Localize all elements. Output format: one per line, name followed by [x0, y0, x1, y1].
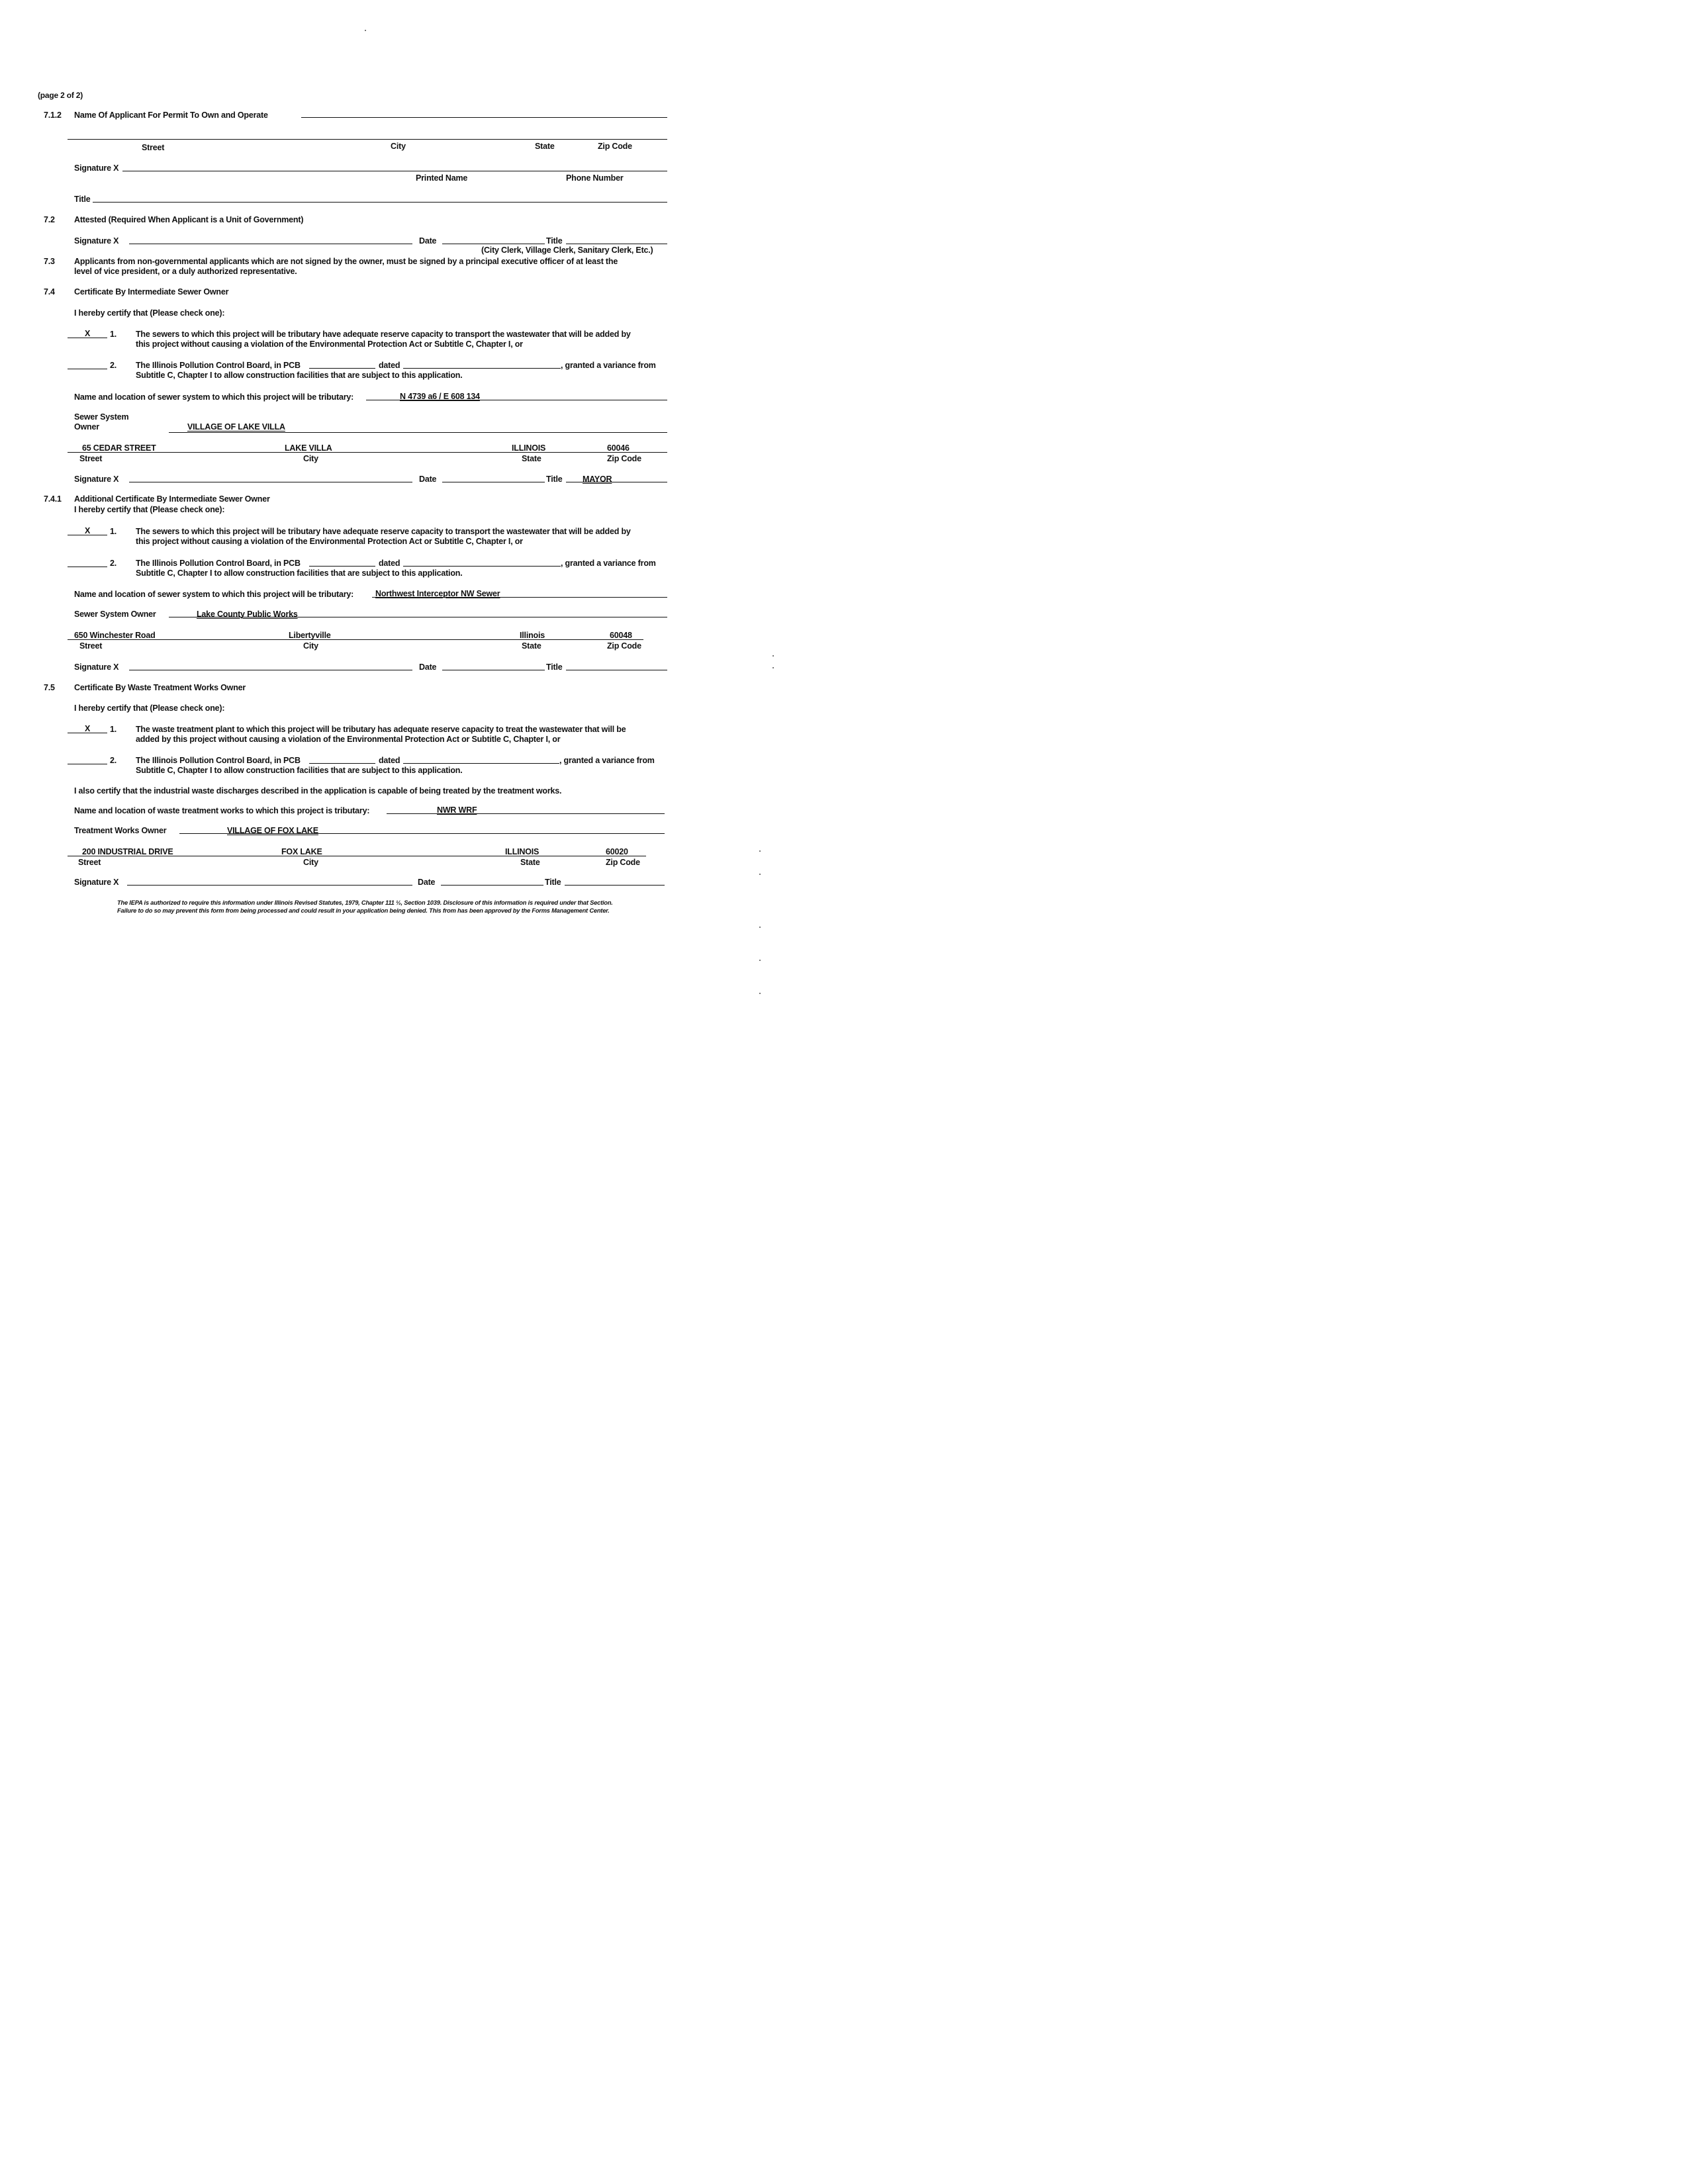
option-1-check-mark: X	[85, 526, 91, 535]
sewer-owner-label-line1: Sewer System	[74, 412, 129, 422]
scan-speck	[773, 655, 774, 657]
address-state-value: Illinois	[520, 631, 545, 640]
section-number-7-5: 7.5	[44, 683, 55, 692]
treatment-owner-title-field[interactable]	[565, 885, 665, 886]
scan-speck	[759, 874, 761, 875]
scan-speck	[759, 960, 761, 961]
sewer-owner-value: VILLAGE OF LAKE VILLA	[187, 422, 285, 432]
section-text-7-3-line2: level of vice president, or a duly authorized representative.	[74, 267, 297, 276]
option-1-text-line1: The sewers to which this project will be tributary have adequate reserve capacity to transport the wastewater that will be added by	[136, 330, 631, 339]
option-1-text-line1: The sewers to which this project will be tributary have adequate reserve capacity to transport the wastewater that will be added by	[136, 527, 631, 536]
section-heading-7-4: Certificate By Intermediate Sewer Owner	[74, 287, 229, 296]
option-1-check-mark: X	[85, 329, 91, 338]
footer-disclosure-line1: The IEPA is authorized to require this information under Illinois Revised Statutes, 1979, Chapter 111 ½, Section 1039. Disclosure of this information is required under that Section.	[117, 899, 613, 906]
address-state-value: ILLINOIS	[505, 847, 539, 856]
address-state-value: ILLINOIS	[512, 443, 546, 453]
label-state: State	[520, 858, 540, 867]
variance-text-line2: Subtitle C, Chapter I to allow construction facilities that are subject to this application.	[136, 371, 463, 380]
label-zip-code: Zip Code	[607, 641, 641, 651]
label-date: Date	[419, 236, 437, 246]
pcb-date-field[interactable]	[403, 763, 559, 764]
option-2-number: 2.	[110, 559, 117, 568]
label-state: State	[522, 454, 541, 463]
section-number-7-4-1: 7.4.1	[44, 494, 62, 504]
section-heading-7-2: Attested (Required When Applicant is a Unit of Government)	[74, 215, 304, 224]
applicant-title-field[interactable]	[93, 202, 667, 203]
address-zip-value: 60020	[606, 847, 628, 856]
dated-label: dated	[379, 559, 400, 568]
address-city-value: FOX LAKE	[281, 847, 322, 856]
treatment-owner-date-field[interactable]	[441, 885, 543, 886]
pcb-number-field[interactable]	[309, 368, 375, 369]
option-2-number: 2.	[110, 756, 117, 765]
label-printed-name: Printed Name	[416, 173, 468, 183]
scan-speck	[365, 30, 366, 31]
label-signature: Signature X	[74, 662, 119, 672]
title-note: (City Clerk, Village Clerk, Sanitary Clerk, Etc.)	[481, 246, 653, 255]
label-street: Street	[79, 454, 103, 463]
scan-speck	[759, 993, 761, 994]
address-street-value: 650 Winchester Road	[74, 631, 156, 640]
dated-label: dated	[379, 361, 400, 370]
option-1-number: 1.	[110, 725, 117, 734]
sewer-name-location-value: Northwest Interceptor NW Sewer	[375, 589, 500, 598]
certify-instruction: I hereby certify that (Please check one):	[74, 308, 225, 318]
treatment-name-location-value: NWR WRF	[437, 805, 477, 815]
option-1-check-mark: X	[85, 724, 91, 733]
sewer-name-location-value: N 4739 a6 / E 608 134	[400, 392, 480, 401]
option-1-number: 1.	[110, 527, 117, 536]
label-street: Street	[142, 143, 165, 152]
certify-instruction: I hereby certify that (Please check one):	[74, 704, 225, 713]
section-heading-7-5: Certificate By Waste Treatment Works Owner	[74, 683, 246, 692]
section-heading-7-4-1: Additional Certificate By Intermediate Sewer Owner	[74, 494, 270, 504]
treatment-owner-value: VILLAGE OF FOX LAKE	[227, 826, 318, 835]
address-city-value: LAKE VILLA	[285, 443, 332, 453]
sewer-owner-address-field[interactable]	[68, 452, 667, 453]
option-1-number: 1.	[110, 330, 117, 339]
label-title: Title	[74, 195, 91, 204]
address-street-value: 65 CEDAR STREET	[82, 443, 156, 453]
sewer-owner-field[interactable]	[169, 432, 667, 433]
address-city-value: Libertyville	[289, 631, 331, 640]
pcb-label: The Illinois Pollution Control Board, in PCB	[136, 361, 301, 370]
label-date: Date	[419, 662, 437, 672]
pcb-date-field[interactable]	[403, 368, 561, 369]
variance-label: , granted a variance from	[561, 559, 656, 568]
address-zip-value: 60048	[610, 631, 632, 640]
label-signature: Signature X	[74, 475, 119, 484]
section-number-7-2: 7.2	[44, 215, 55, 224]
label-city: City	[391, 142, 406, 151]
label-signature: Signature X	[74, 163, 119, 173]
treatment-name-location-label: Name and location of waste treatment works to which this project is tributary:	[74, 806, 370, 815]
address-zip-value: 60046	[607, 443, 630, 453]
section-number-7-1-2: 7.1.2	[44, 111, 62, 120]
sewer-name-location-label: Name and location of sewer system to which this project will be tributary:	[74, 590, 354, 599]
label-street: Street	[78, 858, 101, 867]
sewer-owner-value: Lake County Public Works	[197, 610, 298, 619]
pcb-number-field[interactable]	[309, 566, 375, 567]
scan-speck	[759, 850, 761, 852]
label-zip-code: Zip Code	[607, 454, 641, 463]
treatment-name-location-field[interactable]	[387, 813, 665, 814]
section-heading-7-1-2: Name Of Applicant For Permit To Own and Operate	[74, 111, 268, 120]
option-2-number: 2.	[110, 361, 117, 370]
sewer-name-location-label: Name and location of sewer system to which this project will be tributary:	[74, 392, 354, 402]
label-title: Title	[545, 878, 561, 887]
certify-instruction: I hereby certify that (Please check one):	[74, 505, 225, 514]
scan-speck	[759, 927, 761, 928]
scan-speck	[773, 667, 774, 668]
section-number-7-4: 7.4	[44, 287, 55, 296]
also-certify-text: I also certify that the industrial waste discharges described in the application is capable of being treated by the treatment works.	[74, 786, 562, 796]
label-state: State	[522, 641, 541, 651]
label-date: Date	[419, 475, 437, 484]
label-zip-code: Zip Code	[598, 142, 632, 151]
label-date: Date	[418, 878, 436, 887]
variance-text-line2: Subtitle C, Chapter I to allow construction facilities that are subject to this application.	[136, 569, 463, 578]
page-number: (page 2 of 2)	[38, 91, 83, 100]
dated-label: dated	[379, 756, 400, 765]
label-title: Title	[546, 662, 563, 672]
pcb-number-field[interactable]	[309, 763, 375, 764]
applicant-address-field[interactable]	[68, 139, 667, 140]
pcb-label: The Illinois Pollution Control Board, in PCB	[136, 559, 301, 568]
label-city: City	[303, 858, 318, 867]
footer-disclosure-line2: Failure to do so may prevent this form from being processed and could result in your application being denied. This from has been approved by the Forms Management Center.	[117, 907, 610, 914]
sewer-owner-label-line2: Owner	[74, 422, 99, 432]
option-1-text-line1: The waste treatment plant to which this project will be tributary has adequate reserve capacity to treat the wastewater that will be	[136, 725, 626, 734]
label-signature: Signature X	[74, 878, 119, 887]
section-text-7-3-line1: Applicants from non-governmental applicants which are not signed by the owner, must be signed by a principal executive officer of at least the	[74, 257, 618, 266]
label-state: State	[535, 142, 555, 151]
variance-label: , granted a variance from	[561, 361, 656, 370]
label-phone-number: Phone Number	[566, 173, 624, 183]
pcb-label: The Illinois Pollution Control Board, in PCB	[136, 756, 301, 765]
sewer-owner-title-value: MAYOR	[583, 475, 612, 484]
variance-text-line2: Subtitle C, Chapter I to allow construction facilities that are subject to this application.	[136, 766, 463, 775]
variance-label: , granted a variance from	[559, 756, 655, 765]
label-city: City	[303, 454, 318, 463]
option-1-text-line2: this project without causing a violation of the Environmental Protection Act or Subtitle C, Chapter I, or	[136, 537, 523, 546]
address-street-value: 200 INDUSTRIAL DRIVE	[82, 847, 173, 856]
label-city: City	[303, 641, 318, 651]
sewer-owner-label: Sewer System Owner	[74, 610, 156, 619]
pcb-date-field[interactable]	[403, 566, 561, 567]
treatment-owner-signature-field[interactable]	[127, 885, 412, 886]
label-title: Title	[546, 236, 563, 246]
label-street: Street	[79, 641, 103, 651]
treatment-owner-label: Treatment Works Owner	[74, 826, 167, 835]
section-number-7-3: 7.3	[44, 257, 55, 266]
permit-form-page	[0, 0, 810, 1048]
applicant-name-field[interactable]	[301, 117, 667, 118]
label-signature: Signature X	[74, 236, 119, 246]
label-zip-code: Zip Code	[606, 858, 640, 867]
label-title: Title	[546, 475, 563, 484]
option-1-text-line2: added by this project without causing a violation of the Environmental Protection Act or Subtitle C, Chapter I, or	[136, 735, 561, 744]
option-1-text-line2: this project without causing a violation of the Environmental Protection Act or Subtitle C, Chapter I, or	[136, 340, 523, 349]
